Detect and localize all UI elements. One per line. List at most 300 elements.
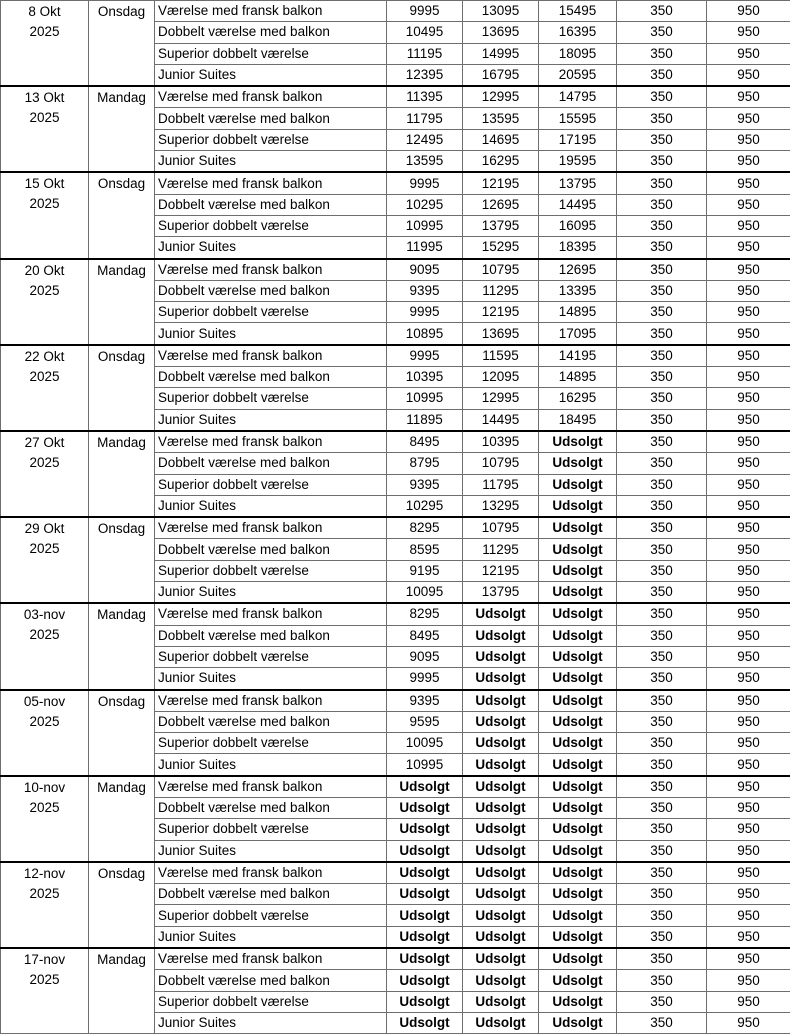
fee-cell-1: 350 <box>617 22 707 43</box>
fee-cell-1: 350 <box>617 819 707 840</box>
fee-cell-1: 350 <box>617 884 707 905</box>
price-cell-2: 11295 <box>463 280 539 301</box>
fee-cell-1: 350 <box>617 733 707 754</box>
fee-cell-2: 950 <box>707 453 790 474</box>
table-row <box>1 1 790 22</box>
price-cell-2: 13795 <box>463 582 539 604</box>
sold-out-label: Udsolgt <box>539 690 617 712</box>
price-cell-2: 12695 <box>463 194 539 215</box>
room-type-cell: Superior dobbelt værelse <box>155 302 387 323</box>
fee-cell-1: 350 <box>617 409 707 431</box>
price-cell-1: 12395 <box>387 64 463 86</box>
departure-year: 2025 <box>3 798 86 818</box>
sold-out-label: Udsolgt <box>463 797 539 818</box>
departure-date: 03-nov <box>3 605 86 625</box>
fee-cell-1: 350 <box>617 86 707 108</box>
departure-date: 17-nov <box>3 950 86 970</box>
departure-date-cell <box>1 776 89 862</box>
departure-year: 2025 <box>3 453 86 473</box>
price-cell-3: 18395 <box>539 237 617 259</box>
room-type-cell: Junior Suites <box>155 926 387 948</box>
room-type-cell: Dobbelt værelse med balkon <box>155 884 387 905</box>
price-cell-2: 16295 <box>463 151 539 173</box>
price-cell-2: 10795 <box>463 517 539 539</box>
table-row <box>1 603 790 625</box>
room-type-cell: Værelse med fransk balkon <box>155 1 387 22</box>
fee-cell-1: 350 <box>617 797 707 818</box>
sold-out-label: Udsolgt <box>539 991 617 1012</box>
price-cell-3: 14895 <box>539 302 617 323</box>
fee-cell-1: 350 <box>617 259 707 281</box>
sold-out-label: Udsolgt <box>539 819 617 840</box>
departure-year: 2025 <box>3 712 86 732</box>
sold-out-label: Udsolgt <box>539 495 617 517</box>
departure-year: 2025 <box>3 22 86 42</box>
room-type-cell: Dobbelt værelse med balkon <box>155 711 387 732</box>
room-type-cell: Værelse med fransk balkon <box>155 948 387 970</box>
price-cell-2: 14995 <box>463 43 539 64</box>
price-cell-3: 15495 <box>539 1 617 22</box>
fee-cell-2: 950 <box>707 22 790 43</box>
departure-date-cell <box>1 948 89 1034</box>
room-type-cell: Junior Suites <box>155 1012 387 1033</box>
weekday-cell: Onsdag <box>89 517 155 603</box>
fee-cell-1: 350 <box>617 690 707 712</box>
sold-out-label: Udsolgt <box>539 754 617 776</box>
price-cell-2: 16795 <box>463 64 539 86</box>
sold-out-label: Udsolgt <box>463 733 539 754</box>
room-type-cell: Dobbelt værelse med balkon <box>155 625 387 646</box>
fee-cell-2: 950 <box>707 474 790 495</box>
room-type-cell: Superior dobbelt værelse <box>155 215 387 236</box>
price-cell-2: 14695 <box>463 129 539 150</box>
fee-cell-1: 350 <box>617 302 707 323</box>
table-row <box>1 776 790 798</box>
departure-year: 2025 <box>3 625 86 645</box>
fee-cell-1: 350 <box>617 970 707 991</box>
price-cell-1: 10995 <box>387 754 463 776</box>
price-cell-1: 8495 <box>387 625 463 646</box>
fee-cell-1: 350 <box>617 1012 707 1033</box>
sold-out-label: Udsolgt <box>539 797 617 818</box>
fee-cell-1: 350 <box>617 280 707 301</box>
price-cell-3: 14195 <box>539 345 617 367</box>
sold-out-label: Udsolgt <box>539 646 617 667</box>
price-cell-3: 13795 <box>539 172 617 194</box>
fee-cell-1: 350 <box>617 517 707 539</box>
room-type-cell: Junior Suites <box>155 237 387 259</box>
fee-cell-1: 350 <box>617 603 707 625</box>
table-row <box>1 431 790 453</box>
price-cell-3: 14795 <box>539 86 617 108</box>
price-cell-1: 9595 <box>387 711 463 732</box>
price-cell-2: 13595 <box>463 108 539 129</box>
price-cell-2: 11795 <box>463 474 539 495</box>
price-cell-3: 19595 <box>539 151 617 173</box>
price-cell-2: 12195 <box>463 172 539 194</box>
price-cell-2: 15295 <box>463 237 539 259</box>
sold-out-label: Udsolgt <box>539 474 617 495</box>
sold-out-label: Udsolgt <box>463 668 539 690</box>
sold-out-label: Udsolgt <box>463 948 539 970</box>
table-row <box>1 690 790 712</box>
table-row <box>1 172 790 194</box>
room-type-cell: Superior dobbelt værelse <box>155 560 387 581</box>
sold-out-label: Udsolgt <box>539 625 617 646</box>
price-cell-1: 10495 <box>387 22 463 43</box>
price-cell-1: 8795 <box>387 453 463 474</box>
departure-date: 8 Okt <box>3 2 86 22</box>
fee-cell-2: 950 <box>707 948 790 970</box>
price-cell-1: 10095 <box>387 733 463 754</box>
price-cell-3: 13395 <box>539 280 617 301</box>
fee-cell-2: 950 <box>707 495 790 517</box>
fee-cell-2: 950 <box>707 840 790 862</box>
price-cell-2: 12195 <box>463 560 539 581</box>
departure-date: 12-nov <box>3 864 86 884</box>
fee-cell-2: 950 <box>707 733 790 754</box>
sold-out-label: Udsolgt <box>539 970 617 991</box>
weekday-cell: Mandag <box>89 86 155 172</box>
price-cell-1: 11995 <box>387 237 463 259</box>
sold-out-label: Udsolgt <box>463 926 539 948</box>
sold-out-label: Udsolgt <box>539 840 617 862</box>
sold-out-label: Udsolgt <box>539 862 617 884</box>
fee-cell-1: 350 <box>617 388 707 409</box>
price-cell-1: 8495 <box>387 431 463 453</box>
fee-cell-2: 950 <box>707 302 790 323</box>
price-cell-1: 11395 <box>387 86 463 108</box>
fee-cell-2: 950 <box>707 280 790 301</box>
departure-year: 2025 <box>3 108 86 128</box>
room-type-cell: Superior dobbelt værelse <box>155 905 387 926</box>
price-cell-1: 10895 <box>387 323 463 345</box>
sold-out-label: Udsolgt <box>387 1012 463 1033</box>
price-cell-1: 10095 <box>387 582 463 604</box>
price-cell-2: 13095 <box>463 1 539 22</box>
departure-date-cell <box>1 517 89 603</box>
sold-out-label: Udsolgt <box>463 862 539 884</box>
sold-out-label: Udsolgt <box>463 646 539 667</box>
fee-cell-2: 950 <box>707 367 790 388</box>
price-cell-1: 9995 <box>387 345 463 367</box>
fee-cell-2: 950 <box>707 797 790 818</box>
weekday-cell: Mandag <box>89 259 155 345</box>
price-cell-3: 16295 <box>539 388 617 409</box>
fee-cell-1: 350 <box>617 668 707 690</box>
fee-cell-2: 950 <box>707 884 790 905</box>
departure-date-cell <box>1 259 89 345</box>
room-type-cell: Superior dobbelt værelse <box>155 43 387 64</box>
price-cell-1: 9095 <box>387 646 463 667</box>
fee-cell-1: 350 <box>617 237 707 259</box>
fee-cell-2: 950 <box>707 64 790 86</box>
price-cell-2: 13795 <box>463 215 539 236</box>
departure-year: 2025 <box>3 539 86 559</box>
price-cell-2: 13695 <box>463 323 539 345</box>
price-cell-1: 13595 <box>387 151 463 173</box>
departure-date: 15 Okt <box>3 174 86 194</box>
sold-out-label: Udsolgt <box>463 776 539 798</box>
fee-cell-2: 950 <box>707 970 790 991</box>
fee-cell-1: 350 <box>617 560 707 581</box>
fee-cell-1: 350 <box>617 172 707 194</box>
fee-cell-1: 350 <box>617 453 707 474</box>
fee-cell-2: 950 <box>707 129 790 150</box>
room-type-cell: Junior Suites <box>155 754 387 776</box>
table-row <box>1 86 790 108</box>
departure-date: 10-nov <box>3 778 86 798</box>
price-cell-2: 10795 <box>463 259 539 281</box>
fee-cell-1: 350 <box>617 840 707 862</box>
departure-year: 2025 <box>3 970 86 990</box>
fee-cell-2: 950 <box>707 926 790 948</box>
sold-out-label: Udsolgt <box>539 776 617 798</box>
price-cell-3: 17095 <box>539 323 617 345</box>
price-cell-2: 11295 <box>463 539 539 560</box>
price-cell-1: 10295 <box>387 495 463 517</box>
sold-out-label: Udsolgt <box>387 970 463 991</box>
price-cell-1: 10295 <box>387 194 463 215</box>
sold-out-label: Udsolgt <box>387 776 463 798</box>
fee-cell-1: 350 <box>617 194 707 215</box>
room-type-cell: Værelse med fransk balkon <box>155 776 387 798</box>
sold-out-label: Udsolgt <box>463 819 539 840</box>
fee-cell-2: 950 <box>707 819 790 840</box>
sold-out-label: Udsolgt <box>463 625 539 646</box>
fee-cell-2: 950 <box>707 43 790 64</box>
departure-year: 2025 <box>3 367 86 387</box>
fee-cell-1: 350 <box>617 862 707 884</box>
table-row <box>1 345 790 367</box>
sold-out-label: Udsolgt <box>539 560 617 581</box>
fee-cell-2: 950 <box>707 259 790 281</box>
sold-out-label: Udsolgt <box>539 603 617 625</box>
price-cell-2: 13695 <box>463 22 539 43</box>
room-type-cell: Dobbelt værelse med balkon <box>155 280 387 301</box>
departure-date: 29 Okt <box>3 519 86 539</box>
fee-cell-2: 950 <box>707 862 790 884</box>
room-type-cell: Dobbelt værelse med balkon <box>155 367 387 388</box>
fee-cell-1: 350 <box>617 367 707 388</box>
weekday-cell: Mandag <box>89 948 155 1034</box>
fee-cell-2: 950 <box>707 215 790 236</box>
fee-cell-2: 950 <box>707 86 790 108</box>
fee-cell-2: 950 <box>707 517 790 539</box>
sold-out-label: Udsolgt <box>387 840 463 862</box>
price-cell-1: 9195 <box>387 560 463 581</box>
fee-cell-1: 350 <box>617 43 707 64</box>
room-type-cell: Dobbelt værelse med balkon <box>155 970 387 991</box>
sold-out-label: Udsolgt <box>463 754 539 776</box>
fee-cell-2: 950 <box>707 151 790 173</box>
fee-cell-2: 950 <box>707 108 790 129</box>
fee-cell-2: 950 <box>707 1012 790 1033</box>
departure-year: 2025 <box>3 281 86 301</box>
price-cell-1: 11795 <box>387 108 463 129</box>
departure-date-cell <box>1 862 89 948</box>
room-type-cell: Værelse med fransk balkon <box>155 517 387 539</box>
price-cell-1: 11895 <box>387 409 463 431</box>
sold-out-label: Udsolgt <box>539 926 617 948</box>
sold-out-label: Udsolgt <box>539 884 617 905</box>
room-type-cell: Dobbelt værelse med balkon <box>155 797 387 818</box>
weekday-cell: Onsdag <box>89 1 155 87</box>
departure-date: 22 Okt <box>3 347 86 367</box>
fee-cell-1: 350 <box>617 646 707 667</box>
table-row <box>1 517 790 539</box>
room-type-cell: Værelse med fransk balkon <box>155 86 387 108</box>
fee-cell-1: 350 <box>617 539 707 560</box>
fee-cell-1: 350 <box>617 926 707 948</box>
fee-cell-2: 950 <box>707 237 790 259</box>
price-cell-1: 9395 <box>387 474 463 495</box>
price-cell-3: 18495 <box>539 409 617 431</box>
room-type-cell: Værelse med fransk balkon <box>155 172 387 194</box>
room-type-cell: Værelse med fransk balkon <box>155 259 387 281</box>
weekday-cell: Onsdag <box>89 690 155 776</box>
table-row <box>1 948 790 970</box>
fee-cell-1: 350 <box>617 345 707 367</box>
sold-out-label: Udsolgt <box>463 1012 539 1033</box>
fee-cell-2: 950 <box>707 539 790 560</box>
sold-out-label: Udsolgt <box>387 884 463 905</box>
room-type-cell: Superior dobbelt værelse <box>155 474 387 495</box>
room-type-cell: Værelse med fransk balkon <box>155 345 387 367</box>
price-cell-3: 15595 <box>539 108 617 129</box>
sold-out-label: Udsolgt <box>463 905 539 926</box>
fee-cell-1: 350 <box>617 776 707 798</box>
departure-date-cell <box>1 345 89 431</box>
weekday-cell: Onsdag <box>89 172 155 258</box>
fee-cell-1: 350 <box>617 991 707 1012</box>
room-type-cell: Junior Suites <box>155 495 387 517</box>
room-type-cell: Værelse med fransk balkon <box>155 862 387 884</box>
price-cell-1: 9995 <box>387 172 463 194</box>
sold-out-label: Udsolgt <box>463 603 539 625</box>
fee-cell-1: 350 <box>617 474 707 495</box>
fee-cell-2: 950 <box>707 194 790 215</box>
fee-cell-2: 950 <box>707 323 790 345</box>
price-cell-1: 10995 <box>387 215 463 236</box>
price-cell-1: 8295 <box>387 603 463 625</box>
room-type-cell: Junior Suites <box>155 323 387 345</box>
fee-cell-2: 950 <box>707 409 790 431</box>
price-cell-3: 12695 <box>539 259 617 281</box>
sold-out-label: Udsolgt <box>539 711 617 732</box>
room-type-cell: Superior dobbelt værelse <box>155 129 387 150</box>
room-type-cell: Dobbelt værelse med balkon <box>155 194 387 215</box>
fee-cell-1: 350 <box>617 1 707 22</box>
price-cell-2: 14495 <box>463 409 539 431</box>
sold-out-label: Udsolgt <box>539 905 617 926</box>
departure-date: 13 Okt <box>3 88 86 108</box>
sold-out-label: Udsolgt <box>463 690 539 712</box>
fee-cell-2: 950 <box>707 560 790 581</box>
room-type-cell: Superior dobbelt værelse <box>155 991 387 1012</box>
fee-cell-1: 350 <box>617 905 707 926</box>
weekday-cell: Mandag <box>89 776 155 862</box>
price-cell-2: 12095 <box>463 367 539 388</box>
fee-cell-1: 350 <box>617 495 707 517</box>
price-cell-1: 9995 <box>387 302 463 323</box>
price-cell-2: 10395 <box>463 431 539 453</box>
room-type-cell: Superior dobbelt værelse <box>155 819 387 840</box>
sold-out-label: Udsolgt <box>387 819 463 840</box>
room-type-cell: Dobbelt værelse med balkon <box>155 539 387 560</box>
fee-cell-2: 950 <box>707 388 790 409</box>
fee-cell-2: 950 <box>707 1 790 22</box>
sold-out-label: Udsolgt <box>539 668 617 690</box>
price-cell-3: 16395 <box>539 22 617 43</box>
price-cell-2: 12195 <box>463 302 539 323</box>
departure-date-cell <box>1 690 89 776</box>
price-cell-2: 12995 <box>463 388 539 409</box>
weekday-cell: Onsdag <box>89 345 155 431</box>
weekday-cell: Mandag <box>89 603 155 689</box>
weekday-cell: Onsdag <box>89 862 155 948</box>
room-type-cell: Junior Suites <box>155 582 387 604</box>
room-type-cell: Dobbelt værelse med balkon <box>155 108 387 129</box>
price-cell-1: 9995 <box>387 668 463 690</box>
sold-out-label: Udsolgt <box>539 948 617 970</box>
fee-cell-2: 950 <box>707 776 790 798</box>
room-type-cell: Junior Suites <box>155 64 387 86</box>
fee-cell-1: 350 <box>617 625 707 646</box>
room-type-cell: Junior Suites <box>155 668 387 690</box>
sold-out-label: Udsolgt <box>539 733 617 754</box>
sold-out-label: Udsolgt <box>539 517 617 539</box>
weekday-cell: Mandag <box>89 431 155 517</box>
room-type-cell: Værelse med fransk balkon <box>155 603 387 625</box>
fee-cell-2: 950 <box>707 905 790 926</box>
room-type-cell: Dobbelt værelse med balkon <box>155 22 387 43</box>
fee-cell-2: 950 <box>707 431 790 453</box>
sold-out-label: Udsolgt <box>463 970 539 991</box>
fee-cell-1: 350 <box>617 64 707 86</box>
sold-out-label: Udsolgt <box>539 453 617 474</box>
fee-cell-2: 950 <box>707 711 790 732</box>
fee-cell-1: 350 <box>617 323 707 345</box>
departure-date-cell <box>1 603 89 689</box>
price-cell-3: 14895 <box>539 367 617 388</box>
room-type-cell: Superior dobbelt værelse <box>155 733 387 754</box>
price-cell-3: 20595 <box>539 64 617 86</box>
fee-cell-1: 350 <box>617 948 707 970</box>
price-cell-3: 14495 <box>539 194 617 215</box>
price-cell-3: 17195 <box>539 129 617 150</box>
fee-cell-1: 350 <box>617 129 707 150</box>
room-type-cell: Værelse med fransk balkon <box>155 690 387 712</box>
sold-out-label: Udsolgt <box>387 905 463 926</box>
sold-out-label: Udsolgt <box>539 1012 617 1033</box>
fee-cell-1: 350 <box>617 215 707 236</box>
room-type-cell: Junior Suites <box>155 151 387 173</box>
fee-cell-2: 950 <box>707 603 790 625</box>
sold-out-label: Udsolgt <box>387 991 463 1012</box>
fee-cell-1: 350 <box>617 711 707 732</box>
fee-cell-2: 950 <box>707 582 790 604</box>
room-type-cell: Værelse med fransk balkon <box>155 431 387 453</box>
room-type-cell: Dobbelt værelse med balkon <box>155 453 387 474</box>
fee-cell-1: 350 <box>617 582 707 604</box>
departure-year: 2025 <box>3 194 86 214</box>
fee-cell-2: 950 <box>707 754 790 776</box>
price-cell-1: 9395 <box>387 280 463 301</box>
sold-out-label: Udsolgt <box>539 431 617 453</box>
departure-date-cell <box>1 1 89 87</box>
departure-date-cell <box>1 86 89 172</box>
